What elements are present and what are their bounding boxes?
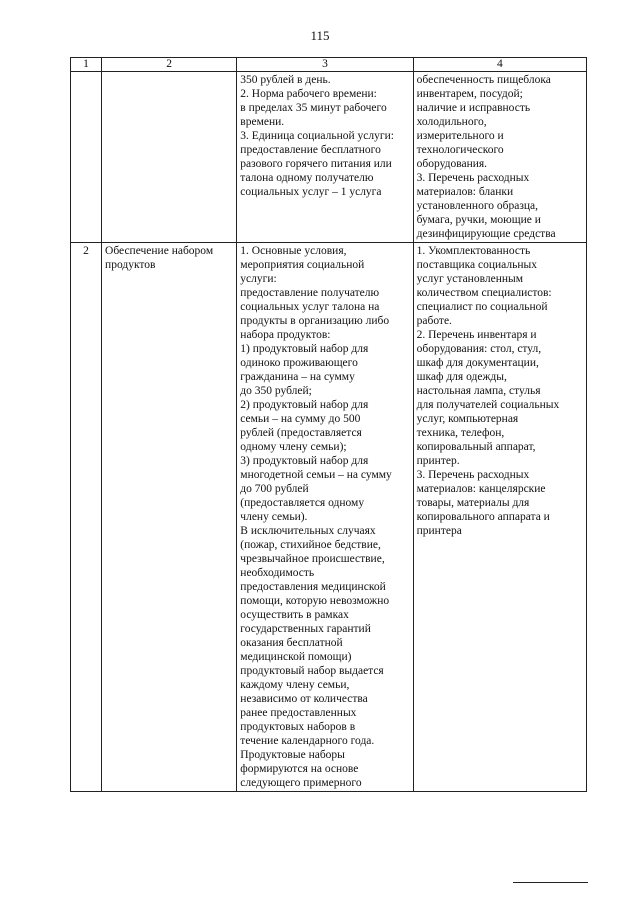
- cell-text-line: настольная лампа, стулья: [416, 385, 541, 397]
- cell-text-line: Продуктовые наборы: [240, 749, 345, 761]
- table-row: [71, 72, 587, 243]
- cell-text-line: 3. Перечень расходных: [416, 469, 530, 481]
- cell-text-line: чрезвычайное происшествие,: [240, 553, 385, 565]
- table-row: [71, 243, 587, 792]
- cell-text-line: продуктовых наборов в: [240, 721, 356, 733]
- cell-text-line: предоставление получателю: [240, 287, 380, 299]
- cell-text-line: измерительного и: [416, 130, 504, 142]
- cell-text-line: копировальный аппарат,: [416, 441, 536, 453]
- cell-text-line: копировального аппарата и: [416, 511, 550, 523]
- cell-text-line: одиноко проживающего: [240, 357, 358, 369]
- cell-text-line: работе.: [416, 315, 452, 327]
- cell-text-line: наличие и исправность: [416, 102, 531, 114]
- cell-text-line: предоставления медицинской: [240, 581, 386, 593]
- cell-text-line: 2. Норма рабочего времени:: [240, 88, 377, 100]
- cell-text-line: времени.: [240, 116, 285, 128]
- service-name-cell: [102, 72, 237, 243]
- row-number-cell: [71, 72, 102, 243]
- cell-text-line: независимо от количества: [240, 693, 368, 705]
- cell-text-line: медицинской помощи): [240, 651, 352, 663]
- cell-text-line: предоставление бесплатного: [240, 144, 381, 156]
- cell-text-line: поставщика социальных: [416, 259, 538, 271]
- cell-text-line: социальных услуг талона на: [240, 301, 380, 313]
- cell-text-line: мероприятия социальной: [240, 259, 365, 271]
- cell-text-line: до 700 рублей: [240, 483, 309, 495]
- cell-text-line: набора продуктов:: [240, 329, 331, 341]
- cell-text-line: 2. Перечень инвентаря и: [416, 329, 537, 341]
- cell-text-line: дезинфицирующие средства: [416, 228, 556, 240]
- table-header-row: [71, 58, 587, 72]
- cell-text-line: гражданина – на сумму: [240, 371, 355, 383]
- cell-text-line: 2) продуктовый набор для: [240, 399, 369, 411]
- cell-text-line: необходимость: [240, 567, 315, 579]
- cell-text-line: каждому члену семьи,: [240, 679, 350, 691]
- cell-text-line: обеспеченность пищеблока: [416, 74, 551, 86]
- header-col-4: 4: [413, 58, 586, 72]
- cell-text-line: 3. Единица социальной услуги:: [240, 130, 394, 142]
- cell-text-line: Обеспечение набором: [105, 245, 214, 257]
- cell-text-line: для получателей социальных: [416, 399, 560, 411]
- services-table: [70, 57, 587, 792]
- cell-text-line: оборудования.: [416, 158, 488, 170]
- cell-text-line: в пределах 35 минут рабочего: [240, 102, 387, 114]
- cell-text-line: 3) продуктовый набор для: [240, 455, 369, 467]
- row-number-cell: 2: [71, 243, 102, 792]
- cell-text-line: 1) продуктовый набор для: [240, 343, 369, 355]
- cell-text-line: специалист по социальной: [416, 301, 548, 313]
- cell-text-line: талона одному получателю: [240, 172, 374, 184]
- cell-text-line: В исключительных случаях: [240, 525, 376, 537]
- cell-text-line: услуги:: [240, 273, 277, 285]
- cell-text-line: до 350 рублей;: [240, 385, 312, 397]
- cell-text-line: установленного образца,: [416, 200, 539, 212]
- cell-text-line: социальных услуг – 1 услуга: [240, 186, 382, 198]
- cell-text-line: оказания бесплатной: [240, 637, 343, 649]
- cell-text-line: технологического: [416, 144, 504, 156]
- cell-text-line: шкаф для одежды,: [416, 371, 507, 383]
- standards-cell: [413, 72, 586, 243]
- cell-text-line: разового горячего питания или: [240, 158, 392, 170]
- cell-text-line: (предоставляется одному: [240, 497, 365, 509]
- cell-text-line: шкаф для документации,: [416, 357, 539, 369]
- cell-text-line: одному члену семьи);: [240, 441, 347, 453]
- cell-text-line: товары, материалы для: [416, 497, 530, 509]
- footer-rule: [513, 882, 588, 883]
- cell-text-line: 350 рублей в день.: [240, 74, 331, 86]
- cell-text-line: принтер.: [416, 455, 460, 467]
- conditions-cell: [237, 243, 413, 792]
- cell-text-line: холодильного,: [416, 116, 487, 128]
- cell-text-line: продукты в организацию либо: [240, 315, 390, 327]
- cell-text-line: члену семьи).: [240, 511, 308, 523]
- header-col-2: 2: [102, 58, 237, 72]
- cell-text-line: течение календарного года.: [240, 735, 375, 747]
- cell-text-line: многодетной семьи – на сумму: [240, 469, 392, 481]
- cell-text-line: бумага, ручки, моющие и: [416, 214, 541, 226]
- cell-text-line: формируются на основе: [240, 763, 359, 775]
- cell-text-line: продуктовый набор выдается: [240, 665, 384, 677]
- cell-text-line: техника, телефон,: [416, 427, 505, 439]
- cell-text-line: материалов: канцелярские: [416, 483, 546, 495]
- standards-cell: [413, 243, 586, 792]
- cell-text-line: семьи – на сумму до 500: [240, 413, 361, 425]
- service-name-cell: [102, 243, 237, 792]
- header-col-3: 3: [237, 58, 413, 72]
- conditions-cell: [237, 72, 413, 243]
- cell-text-line: услуг, компьютерная: [416, 413, 519, 425]
- page-number: 115: [310, 28, 330, 43]
- cell-text-line: продуктов: [105, 259, 156, 271]
- cell-text-line: осуществить в рамках: [240, 609, 349, 621]
- cell-text-line: количеством специалистов:: [416, 287, 552, 299]
- cell-text-line: ранее предоставленных: [240, 707, 357, 719]
- cell-text-line: помощи, которую невозможно: [240, 595, 390, 607]
- cell-text-line: услуг установленным: [416, 273, 524, 285]
- cell-text-line: 1. Основные условия,: [240, 245, 347, 257]
- cell-text-line: принтера: [416, 525, 462, 537]
- header-col-1: 1: [71, 58, 102, 72]
- cell-text-line: 3. Перечень расходных: [416, 172, 530, 184]
- cell-text-line: рублей (предоставляется: [240, 427, 362, 439]
- cell-text-line: оборудования: стол, стул,: [416, 343, 542, 355]
- cell-text-line: материалов: бланки: [416, 186, 514, 198]
- cell-text-line: государственных гарантий: [240, 623, 371, 635]
- cell-text-line: инвентарем, посудой;: [416, 88, 523, 100]
- cell-text-line: 1. Укомплектованность: [416, 245, 531, 257]
- cell-text-line: следующего примерного: [240, 777, 362, 789]
- cell-text-line: (пожар, стихийное бедствие,: [240, 539, 381, 551]
